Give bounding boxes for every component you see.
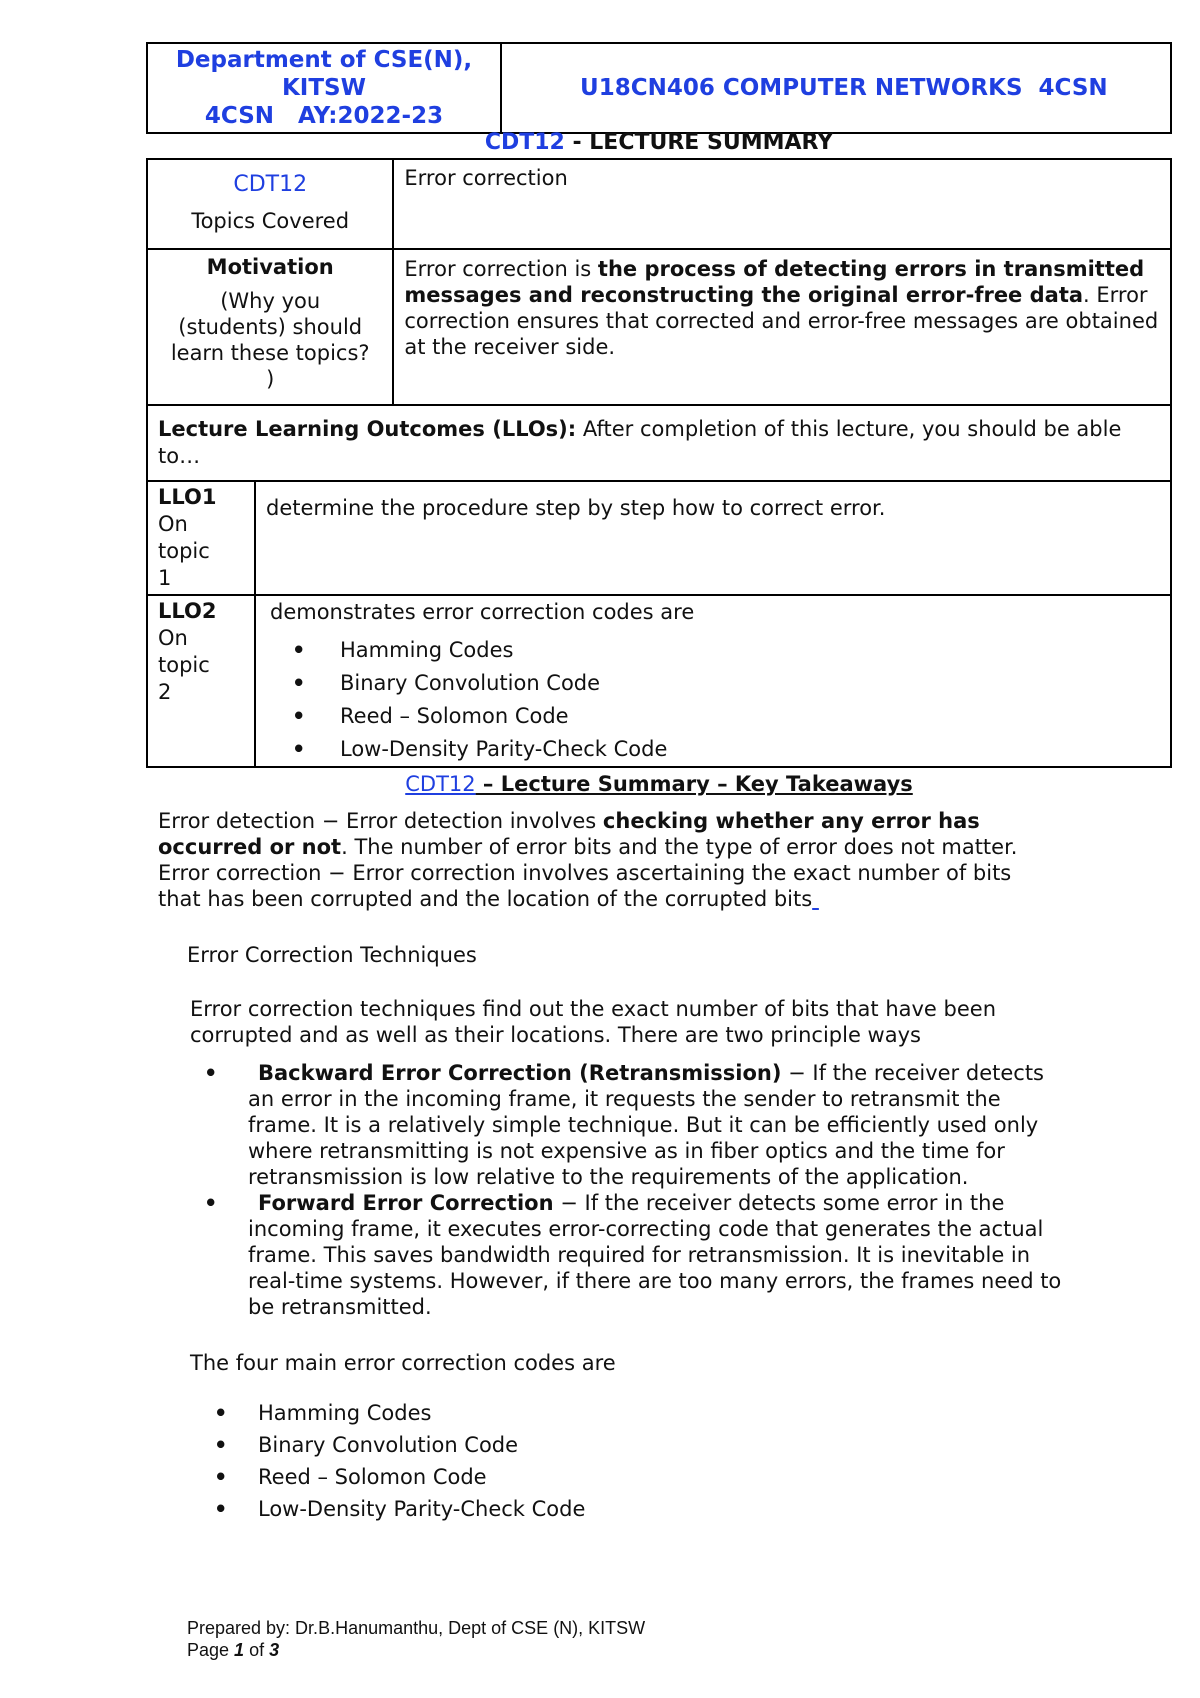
- title-code: CDT12: [484, 130, 565, 155]
- llo2-text-cell: [255, 595, 1171, 767]
- techniques-heading: Error Correction Techniques: [187, 943, 477, 967]
- llo2-code-list: [270, 634, 1156, 766]
- llo2-on: On: [158, 626, 188, 650]
- motivation-sub: (Why you (students) should learn these topics? ): [170, 289, 370, 391]
- llo1-id: LLO1: [158, 485, 217, 509]
- page-current: 1: [234, 1640, 245, 1660]
- list-item: • Low-Density Parity-Check Code: [200, 1493, 585, 1525]
- topics-label-cell: [147, 159, 393, 249]
- llo2-label-cell: [147, 595, 255, 767]
- department-cell: [147, 43, 501, 133]
- list-item: • Hamming Codes: [270, 634, 1156, 667]
- llo-heading: Lecture Learning Outcomes (LLOs):: [158, 417, 577, 441]
- techniques-intro: Error correction techniques find out the exact number of bits that have been corrupted and as well as their locations. There are two principle ways: [190, 997, 997, 1047]
- list-item: [190, 1060, 1070, 1190]
- p1-text-a: Error detection − Error detection involves: [158, 809, 603, 833]
- p1-text-bold: checking whether any error has occurred or not: [158, 809, 980, 859]
- page-of: of: [244, 1640, 270, 1660]
- detection-paragraph: [158, 808, 1038, 912]
- list-item: • Reed – Solomon Code: [270, 700, 1156, 733]
- page-title: [146, 130, 1172, 155]
- p1-text-b: . The number of error bits and the type of error does not matter. Error correction − Error correction involves ascertaining the exact number of bits that has been corrupted and the location of the corrupted bits: [158, 835, 1018, 911]
- page-footer: [187, 1617, 645, 1661]
- llo2-num: 2: [158, 680, 172, 704]
- title-rest: - LECTURE SUMMARY: [564, 130, 834, 155]
- topics-value: Error correction: [404, 166, 568, 190]
- motivation-text-cell: [393, 249, 1171, 405]
- bec-text: − If the receiver detects an error in the incoming frame, it requests the sender to retransmit the frame. It is a relatively simple technique. But it can be efficiently used only where retransmitting is not expensive as in fiber optics and the time for retransmission is low relative to the requirements of the application.: [248, 1061, 1044, 1189]
- dept-line-3: 4CSN AY:2022-23: [204, 103, 444, 129]
- motivation-text-b: . Error correction ensures that corrected and error-free messages are obtained at the receiver side.: [404, 283, 1159, 359]
- motivation-text-a: Error correction is: [404, 257, 598, 281]
- llo1-text-cell: [255, 481, 1171, 595]
- motivation-label-cell: [147, 249, 393, 405]
- list-item: • Low-Density Parity-Check Code: [270, 733, 1156, 766]
- page-number: [187, 1639, 645, 1661]
- llo2-topic: topic: [158, 653, 210, 677]
- summary-table: [146, 158, 1172, 768]
- header-table: [146, 42, 1172, 134]
- llo-intro-cell: [147, 405, 1171, 481]
- llo1-text: determine the procedure step by step how to correct error.: [266, 496, 886, 520]
- llo1-topic: topic: [158, 539, 210, 563]
- fec-title: Forward Error Correction: [258, 1191, 554, 1215]
- codes-list: [200, 1397, 585, 1525]
- takeaways-heading: [146, 772, 1172, 796]
- list-item: [190, 1190, 1070, 1320]
- llo1-num: 1: [158, 566, 172, 590]
- list-item: • Binary Convolution Code: [270, 667, 1156, 700]
- prepared-by: Prepared by: Dr.B.Hanumanthu, Dept of CSE (N), KITSW: [187, 1618, 646, 1638]
- course-title: U18CN406 COMPUTER NETWORKS 4CSN: [580, 75, 1108, 101]
- fec-text: − If the receiver detects some error in the incoming frame, it executes error-correcting code that generates the actual frame. This saves bandwidth required for retransmission. It is inevitable in real-time systems. However, if there are too many errors, the frames need to be retransmitted.: [248, 1191, 1062, 1319]
- topics-code: CDT12: [233, 172, 308, 197]
- topics-label: Topics Covered: [191, 209, 350, 233]
- page-total: 3: [269, 1640, 280, 1660]
- page-label: Page: [187, 1640, 235, 1660]
- llo2-id: LLO2: [158, 599, 217, 623]
- llo-intro: After completion of this lecture, you should be able to…: [158, 417, 1122, 468]
- topics-value-cell: [393, 159, 1171, 249]
- llo2-text: demonstrates error correction codes are: [270, 600, 695, 624]
- motivation-label: Motivation: [206, 255, 334, 279]
- bec-title: Backward Error Correction (Retransmission): [258, 1061, 782, 1085]
- codes-intro: The four main error correction codes are: [190, 1351, 616, 1375]
- llo1-on: On: [158, 512, 188, 536]
- dept-line-2: KITSW: [281, 75, 366, 101]
- llo1-label-cell: [147, 481, 255, 595]
- takeaways-code-link[interactable]: CDT12: [405, 772, 476, 796]
- list-item: • Hamming Codes: [200, 1397, 585, 1429]
- list-item: • Binary Convolution Code: [200, 1429, 585, 1461]
- dept-line-1: Department of CSE(N),: [175, 47, 473, 73]
- list-item: • Reed – Solomon Code: [200, 1461, 585, 1493]
- course-cell: [501, 43, 1171, 133]
- techniques-list: [190, 1060, 1070, 1320]
- motivation-text-bold: the process of detecting errors in transmitted messages and reconstructing the original error-free data: [404, 257, 1145, 307]
- takeaways-title: – Lecture Summary – Key Takeaways: [475, 772, 913, 796]
